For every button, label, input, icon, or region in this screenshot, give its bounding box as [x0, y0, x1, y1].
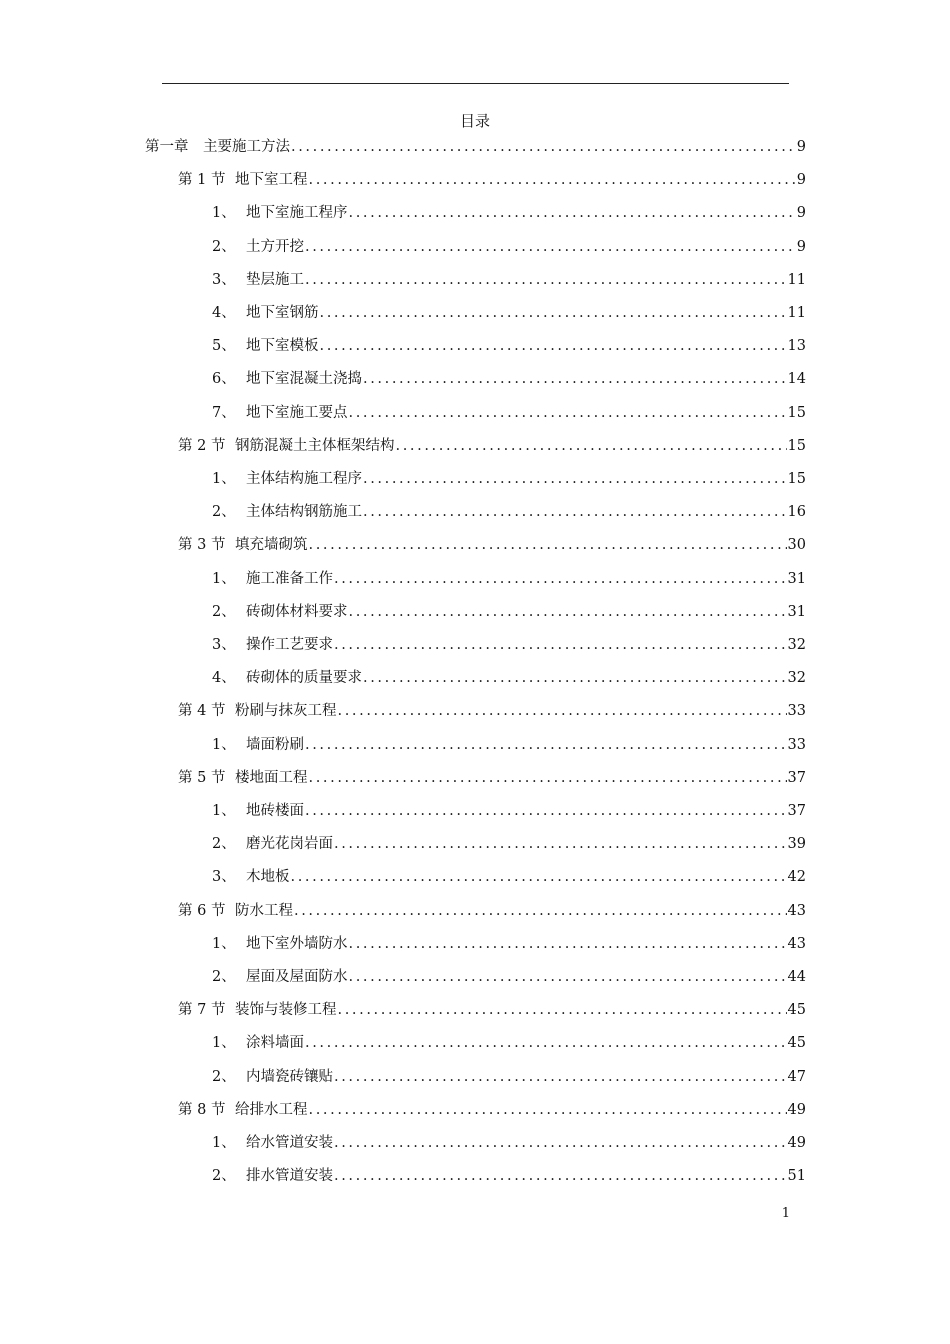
- toc-dot-leader: [363, 468, 787, 490]
- toc-entry-title: 地下室模板: [246, 338, 319, 354]
- toc-entry-page: 15: [787, 438, 806, 454]
- toc-entry-number: 第 8 节: [178, 1102, 226, 1118]
- toc-entry-number: 1、: [212, 1135, 236, 1151]
- toc-item-entry[interactable]: [212, 966, 806, 988]
- toc-section-entry[interactable]: [178, 169, 806, 191]
- toc-entry-number: 第 5 节: [178, 770, 226, 786]
- toc-entry-title: 排水管道安装: [246, 1168, 333, 1184]
- toc-entry-page: 11: [787, 272, 806, 288]
- toc-entry-page: 9: [796, 239, 806, 255]
- toc-entry-title: 磨光花岗岩面: [246, 836, 333, 852]
- toc-section-entry[interactable]: [178, 700, 806, 722]
- toc-item-entry[interactable]: [212, 833, 806, 855]
- toc-dot-leader: [305, 800, 787, 822]
- toc-entry-title: 土方开挖: [246, 239, 304, 255]
- toc-entry-page: 11: [787, 305, 806, 321]
- toc-dot-leader: [349, 202, 796, 224]
- toc-section-entry[interactable]: [178, 1099, 806, 1121]
- toc-entry-page: 32: [787, 637, 806, 653]
- toc-item-entry[interactable]: [212, 734, 806, 756]
- toc-dot-leader: [338, 999, 787, 1021]
- toc-entry-page: 39: [787, 836, 806, 852]
- toc-dot-leader: [309, 169, 796, 191]
- toc-entry-title: 木地板: [246, 869, 290, 885]
- toc-entry-page: 45: [787, 1035, 806, 1051]
- toc-entry-number: 1、: [212, 936, 236, 952]
- toc-entry-title: 屋面及屋面防水: [246, 969, 348, 985]
- toc-entry-page: 37: [787, 803, 806, 819]
- toc-entry-title: 施工准备工作: [246, 571, 333, 587]
- toc-item-entry[interactable]: [212, 302, 806, 324]
- toc-item-entry[interactable]: [212, 800, 806, 822]
- toc-dot-leader: [305, 236, 796, 258]
- toc-dot-leader: [320, 335, 787, 357]
- toc-item-entry[interactable]: [212, 335, 806, 357]
- toc-entry-page: 9: [796, 139, 806, 155]
- toc-dot-leader: [309, 767, 787, 789]
- toc-entry-number: 2、: [212, 239, 236, 255]
- toc-entry-page: 16: [787, 504, 806, 520]
- toc-entry-title: 防水工程: [235, 903, 293, 919]
- toc-entry-number: 4、: [212, 670, 236, 686]
- toc-entry-number: 1、: [212, 205, 236, 221]
- toc-entry-title: 给排水工程: [235, 1102, 308, 1118]
- toc-dot-leader: [291, 136, 796, 158]
- toc-entry-page: 31: [787, 604, 806, 620]
- toc-entry-page: 43: [787, 936, 806, 952]
- toc-entry-title: 粉刷与抹灰工程: [235, 703, 337, 719]
- toc-entry-page: 37: [787, 770, 806, 786]
- toc-entry-page: 15: [787, 405, 806, 421]
- toc-dot-leader: [334, 1132, 787, 1154]
- toc-entry-title: 主体结构施工程序: [246, 471, 362, 487]
- toc-dot-leader: [349, 402, 787, 424]
- toc-entry-page: 33: [787, 737, 806, 753]
- toc-entry-number: 2、: [212, 504, 236, 520]
- header-rule: [162, 83, 789, 84]
- toc-section-entry[interactable]: [178, 999, 806, 1021]
- toc-entry-number: 第 7 节: [178, 1002, 226, 1018]
- toc-entry-title: 墙面粉刷: [246, 737, 304, 753]
- toc-entry-title: 楼地面工程: [235, 770, 308, 786]
- toc-dot-leader: [294, 900, 787, 922]
- toc-item-entry[interactable]: [212, 468, 806, 490]
- toc-dot-leader: [334, 634, 787, 656]
- toc-entry-title: 装饰与装修工程: [235, 1002, 337, 1018]
- toc-dot-leader: [396, 435, 787, 457]
- toc-entry-title: 地下室钢筋: [246, 305, 319, 321]
- toc-dot-leader: [349, 966, 787, 988]
- toc-entry-number: 第 3 节: [178, 537, 226, 553]
- toc-dot-leader: [309, 534, 787, 556]
- toc-dot-leader: [349, 601, 787, 623]
- toc-dot-leader: [320, 302, 787, 324]
- toc-item-entry[interactable]: [212, 501, 806, 523]
- toc-chapter-entry[interactable]: [145, 136, 806, 158]
- toc-item-entry[interactable]: [212, 634, 806, 656]
- toc-entry-number: 3、: [212, 272, 236, 288]
- toc-entry-number: 2、: [212, 969, 236, 985]
- toc-entry-title: 操作工艺要求: [246, 637, 333, 653]
- toc-entry-page: 42: [787, 869, 806, 885]
- toc-item-entry[interactable]: [212, 866, 806, 888]
- toc-entry-page: 44: [787, 969, 806, 985]
- toc-dot-leader: [334, 568, 787, 590]
- toc-entry-page: 14: [787, 371, 806, 387]
- toc-dot-leader: [334, 833, 787, 855]
- toc-item-entry[interactable]: [212, 568, 806, 590]
- toc-item-entry[interactable]: [212, 933, 806, 955]
- toc-entry-number: 第 6 节: [178, 903, 226, 919]
- toc-entry-title: 砖砌体材料要求: [246, 604, 348, 620]
- toc-section-entry[interactable]: [178, 435, 806, 457]
- toc-item-entry[interactable]: [212, 202, 806, 224]
- toc-entry-number: 4、: [212, 305, 236, 321]
- toc-item-entry[interactable]: [212, 368, 806, 390]
- toc-entry-page: 51: [787, 1168, 806, 1184]
- toc-section-entry[interactable]: [178, 534, 806, 556]
- toc-dot-leader: [334, 1165, 787, 1187]
- toc-title: 目录: [459, 112, 490, 130]
- toc-entry-title: 主要施工方法: [203, 139, 290, 155]
- toc-item-entry[interactable]: [212, 1066, 806, 1088]
- toc-entry-number: 第一章: [145, 139, 189, 155]
- toc-entry-number: 5、: [212, 338, 236, 354]
- toc-entry-page: 13: [787, 338, 806, 354]
- toc-entry-page: 30: [787, 537, 806, 553]
- toc-entry-title: 钢筋混凝土主体框架结构: [235, 438, 395, 454]
- toc-entry-page: 9: [796, 205, 806, 221]
- toc-entry-number: 2、: [212, 604, 236, 620]
- toc-item-entry[interactable]: [212, 269, 806, 291]
- toc-item-entry[interactable]: [212, 1032, 806, 1054]
- toc-entry-title: 砖砌体的质量要求: [246, 670, 362, 686]
- toc-entry-title: 垫层施工: [246, 272, 304, 288]
- toc-entry-number: 6、: [212, 371, 236, 387]
- toc-dot-leader: [363, 667, 787, 689]
- toc-section-entry[interactable]: [178, 900, 806, 922]
- toc-dot-leader: [363, 501, 787, 523]
- toc-entry-page: 15: [787, 471, 806, 487]
- toc-item-entry[interactable]: [212, 402, 806, 424]
- toc-entry-page: 47: [787, 1069, 806, 1085]
- toc-entry-number: 1、: [212, 737, 236, 753]
- toc-entry-number: 第 2 节: [178, 438, 226, 454]
- toc-dot-leader: [309, 1099, 787, 1121]
- toc-entry-number: 3、: [212, 869, 236, 885]
- toc-dot-leader: [305, 734, 787, 756]
- toc-entry-title: 地砖楼面: [246, 803, 304, 819]
- toc-entry-page: 49: [787, 1102, 806, 1118]
- toc-section-entry[interactable]: [178, 767, 806, 789]
- toc-dot-leader: [338, 700, 787, 722]
- toc-entry-number: 1、: [212, 1035, 236, 1051]
- page-number: 1: [781, 1206, 790, 1221]
- toc-entry-title: 地下室外墙防水: [246, 936, 348, 952]
- toc-entry-title: 给水管道安装: [246, 1135, 333, 1151]
- toc-dot-leader: [334, 1066, 787, 1088]
- toc-entry-number: 3、: [212, 637, 236, 653]
- toc-entry-number: 7、: [212, 405, 236, 421]
- toc-entry-number: 2、: [212, 1069, 236, 1085]
- toc-entry-title: 内墙瓷砖镶贴: [246, 1069, 333, 1085]
- toc-dot-leader: [291, 866, 787, 888]
- toc-dot-leader: [305, 269, 787, 291]
- toc-entry-number: 2、: [212, 836, 236, 852]
- toc-entry-page: 32: [787, 670, 806, 686]
- toc-entry-page: 33: [787, 703, 806, 719]
- toc-entry-page: 9: [796, 172, 806, 188]
- toc-dot-leader: [363, 368, 787, 390]
- toc-entry-title: 地下室混凝土浇捣: [246, 371, 362, 387]
- toc-item-entry[interactable]: [212, 601, 806, 623]
- toc-entry-title: 主体结构钢筋施工: [246, 504, 362, 520]
- toc-entry-number: 1、: [212, 571, 236, 587]
- toc-entry-number: 1、: [212, 803, 236, 819]
- toc-item-entry[interactable]: [212, 667, 806, 689]
- toc-entry-page: 45: [787, 1002, 806, 1018]
- toc-entry-number: 第 1 节: [178, 172, 226, 188]
- toc-dot-leader: [349, 933, 787, 955]
- toc-entry-number: 1、: [212, 471, 236, 487]
- toc-item-entry[interactable]: [212, 1132, 806, 1154]
- toc-entry-number: 第 4 节: [178, 703, 226, 719]
- toc-entry-page: 43: [787, 903, 806, 919]
- toc-entry-page: 31: [787, 571, 806, 587]
- toc-entry-title: 填充墙砌筑: [235, 537, 308, 553]
- toc-item-entry[interactable]: [212, 236, 806, 258]
- toc-item-entry[interactable]: [212, 1165, 806, 1187]
- toc-entry-title: 地下室工程: [235, 172, 308, 188]
- toc-dot-leader: [305, 1032, 787, 1054]
- toc-entry-title: 地下室施工程序: [246, 205, 348, 221]
- toc-entry-title: 涂料墙面: [246, 1035, 304, 1051]
- toc-entry-title: 地下室施工要点: [246, 405, 348, 421]
- toc-entry-page: 49: [787, 1135, 806, 1151]
- toc-entry-number: 2、: [212, 1168, 236, 1184]
